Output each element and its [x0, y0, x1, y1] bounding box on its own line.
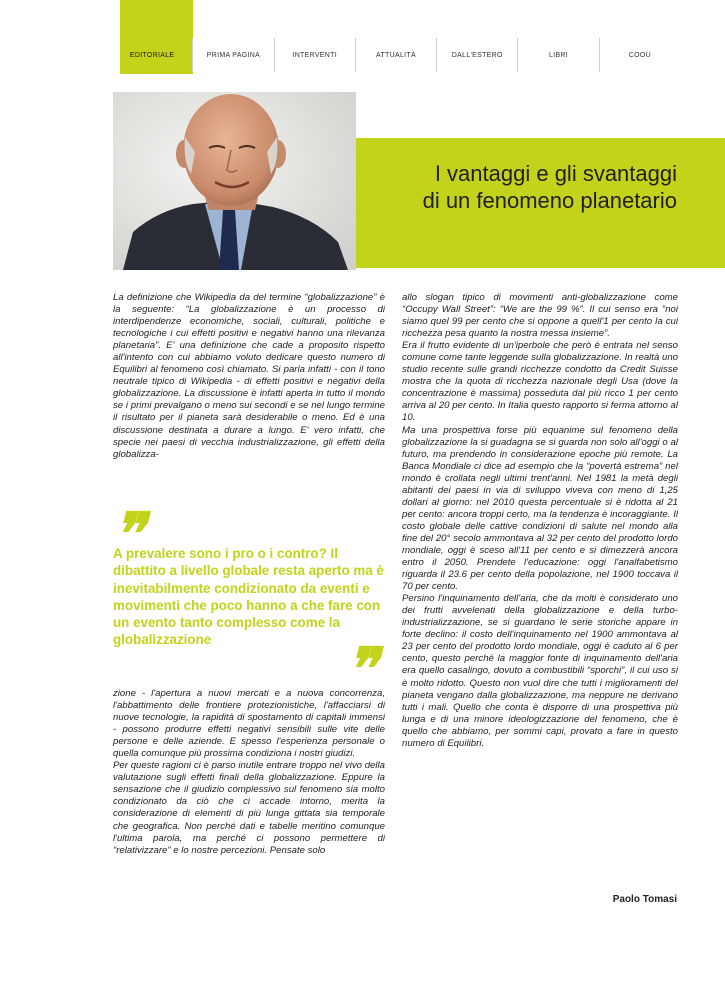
paragraph: La definizione che Wikipedia da del termine “globalizzazione” è la seguente: “La globalizzazione è un processo di interdipendenze economiche, sociali, culturali, politiche e tecnologiche i cui effetti positivi e negativi hanno una rilevanza planetaria”. E' una definizione che cade a proposito rispetto all'intento con cui abbiamo voluto dedicare questo numero di Equilibri al fenomeno così chiamato. Si parla infatti - con il tono neutrale tipico di Wikipedia - di effetti positivi e negativi della globalizzazione. La discussione è infatti aperta in tutto il mondo se i primi prevalgano o meno sui secondi e se nel lungo termine il risultato per il pianeta sarà desiderabile o meno. Ed è una discussione destinata a durare a lungo. E' vero infatti, che specie nei paesi di vecchia industrializzazione, gli effetti della globalizza- [113, 292, 385, 460]
nav-item-interventi[interactable]: INTERVENTI [274, 38, 355, 72]
author-name: Paolo Tomasi [612, 894, 677, 905]
left-column-bottom [113, 688, 385, 857]
title-line-2: di un fenomeno planetario [422, 188, 677, 213]
nav-item-libri[interactable]: LIBRI [517, 38, 598, 72]
nav-item-dall-estero[interactable]: DALL'ESTERO [436, 38, 517, 72]
author-portrait [113, 92, 356, 270]
top-navigation [112, 38, 680, 72]
nav-item-coou[interactable]: COOU [599, 38, 680, 72]
pull-quote: A prevalere sono i pro o i contro? Il dibattito a livello globale resta aperto ma è inevitabilmente condizionato da eventi e movimenti che poco hanno a che fare con un evento tanto complesso come la globalizzazione [113, 546, 384, 648]
paragraph: allo slogan tipico di movimenti anti-globalizzazione come “Occupy Wall Street”: “We are the 99 %”. Il cui senso era “noi siamo quel 99 per cento che si oppone a quell'1 per cento la cui ricchezza pesa quanto la nostra messa insieme”. [402, 292, 678, 340]
paragraph: Per queste ragioni ci è parso inutile entrare troppo nel vivo della valutazione sugli effetti finali della globalizzazione. Eppure la sensazione che il giudizio complessivo sul fenomeno sia molto condizionato da ciò che ci accade intorno, merita la considerazione di elementi di più lunga gittata sia temporale che geografica. Non perché dati e tabelle meritino comunque l'ultima parola, ma perché ci possono permettere di “relativizzare” e lo nostre percezioni. Pensate solo [113, 760, 385, 856]
left-column-top [113, 292, 385, 461]
title-line-1: I vantaggi e gli svantaggi [434, 161, 677, 186]
nav-item-prima-pagina[interactable]: PRIMA PAGINA [192, 38, 273, 72]
right-column [402, 292, 678, 750]
portrait-illustration [113, 92, 356, 270]
quote-close-mark: ❞ [346, 635, 378, 703]
article-title [423, 160, 677, 214]
paragraph: Ma una prospettiva forse più equanime sul fenomeno della globalizzazione la si guadagna se si guarda non solo all'oggi o al futuro, ma prendendo in considerazione epoche più remote. La Banca Mondiale ci dice ad esempio che la “povertà estrema” nel mondo è crollata negli ultimi trent'anni. Nel 1981 la metà degli abitanti dei paesi in via di sviluppo viveva con meno di 1,25 dollari al giorno: nel 2010 questa percentuale si è ridotta al 21 per cento: ancora troppi certo, ma la tendenza è incoraggiante. Il costo globale delle cattive condizioni di salute nel mondo alla fine del 20° secolo ammontava al 32 per cento del prodotto lordo mondiale, oggi è sceso all'11 per cento e si dimezzerà ancora entro il 2050. Prendete l'educazione: oggi l'analfabetismo riguarda il 23.6 per cento della popolazione, nel 1900 toccava il 70 per cento. [402, 424, 678, 593]
nav-item-editoriale[interactable]: EDITORIALE [129, 51, 175, 59]
paragraph: Era il frutto evidente di un'iperbole che però è entrata nel senso comune come tante leggende sulla globalizzazione. In realtà uno studio recente sulle grandi ricchezze condotto da Credit Suisse mostra che la quota di ricchezza nazionale degli Usa (dove la concentrazione è massima) posseduta dal più ricco 1 per cento arriva al 20 per cento. In Italia questo rapporto si ferma attorno al 10. [402, 340, 678, 424]
quote-open-mark: ❞ [113, 500, 145, 568]
nav-item-attualita[interactable]: ATTUALITÀ [355, 38, 436, 72]
paragraph: Persino l'inquinamento dell'aria, che da molti è considerato uno dei frutti avvelenati della globalizzazione e della turbo-industrializzazione, se si guardano le serie storiche appare in forte declino: il costo dell'inquinamento nel 1900 ammontava al 23 per cento del prodotto lordo mondiale, oggi è caduto al 6 per cento, questo perché la maggior fonte di inquinamento dell'aria era quello casalingo, dovuto a combustibili “sporchi”, il cui uso si è molto ridotto. Questo non vuol dire che tutti i miglioramenti del pianeta vengano dalla globalizzazione, ma neppure ne derivano tutti i mali. Quello che conta è disporre di una prospettiva più lunga e di una minore ideologizzazione del fenomeno, che è quello che abbiamo, per sommi capi, provato a fare in questo numero di Equilibri. [402, 593, 678, 749]
paragraph: zione - l'apertura a nuovi mercati e a nuova concorrenza, l'abbattimento delle frontiere protezionistiche, l'affacciarsi di nuove tecnologie, la rapidità di spostamento di capitali immensi - possono produrre effetti negativi sensibili sulle vite delle persone e delle aziende. E spesso l'esperienza personale o quella comunque più prossima condiziona i nostri giudizi. [113, 688, 385, 760]
